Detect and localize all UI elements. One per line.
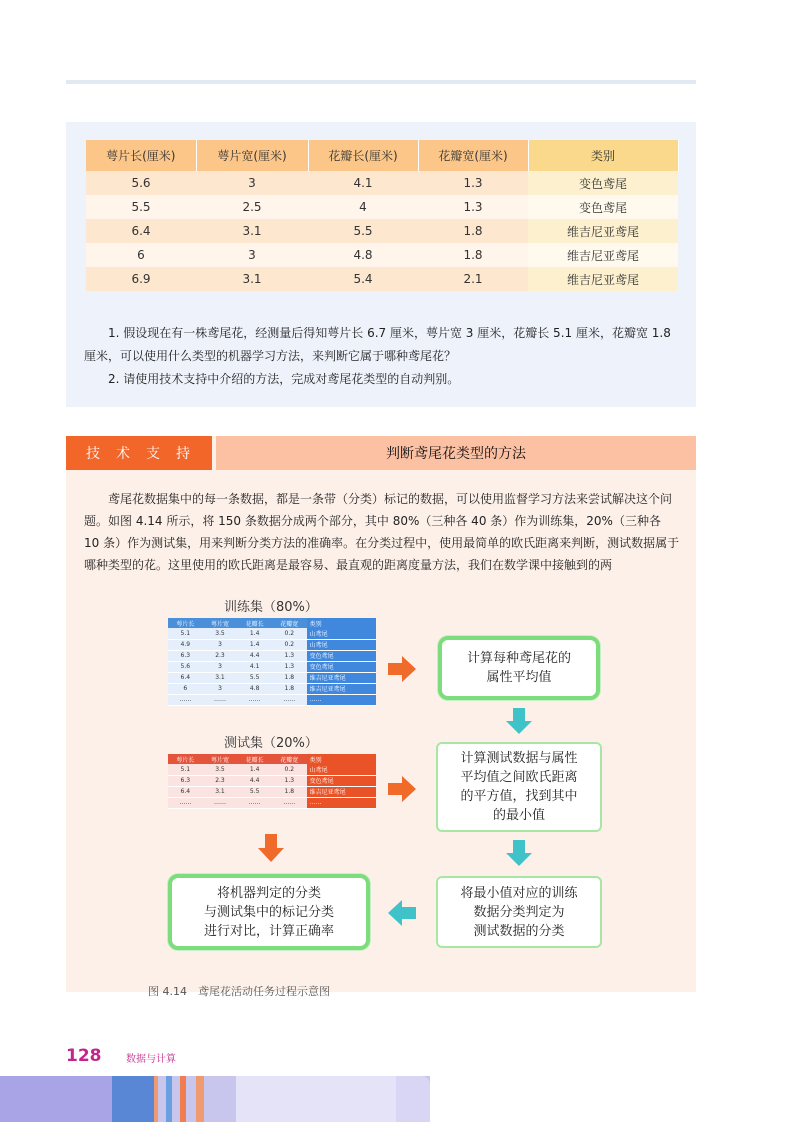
table-cell: 维吉尼亚鸢尾 [307, 786, 376, 797]
table-row [86, 267, 678, 291]
table-header-row [86, 140, 678, 171]
mini-header: 萼片长 [168, 754, 203, 764]
footer-book-title: 数据与计算 [126, 1054, 176, 1065]
table-row [168, 628, 376, 639]
step-assign-class: 将最小值对应的训练 数据分类判定为 测试数据的分类 [436, 876, 602, 948]
table-cell: 5.1 [168, 628, 203, 639]
step-compute-average: 计算每种鸢尾花的 属性平均值 [438, 636, 600, 700]
mini-header: 萼片长 [168, 618, 203, 628]
table-cell: 2.1 [418, 267, 528, 291]
table-cell: 5.5 [237, 786, 272, 797]
test-header-row [168, 754, 376, 764]
top-rule [66, 80, 696, 84]
table-cell: 维吉尼亚鸢尾 [307, 672, 376, 683]
table-cell: 0.2 [272, 639, 307, 650]
table-row [168, 639, 376, 650]
table-cell: 4.8 [308, 243, 418, 267]
table-cell: …… [307, 797, 376, 808]
table-cell: …… [168, 797, 203, 808]
table-row [86, 243, 678, 267]
mini-header: 花瓣宽 [272, 754, 307, 764]
table-row [168, 764, 376, 775]
table-cell: 维吉尼亚鸢尾 [528, 267, 678, 291]
step-compare-accuracy: 将机器判定的分类 与测试集中的标记分类 进行对比，计算正确率 [168, 874, 370, 950]
table-cell: 维吉尼亚鸢尾 [528, 219, 678, 243]
table-cell: 1.4 [237, 639, 272, 650]
mini-header: 花瓣长 [237, 754, 272, 764]
table-cell: 5.1 [168, 764, 203, 775]
mini-header: 萼片宽 [203, 618, 238, 628]
table-cell: 变色鸢尾 [307, 650, 376, 661]
table-cell: 5.5 [237, 672, 272, 683]
table-cell: 3 [196, 171, 308, 195]
arrow-right-icon [388, 656, 416, 682]
test-set-table [168, 754, 376, 809]
table-cell: 6.4 [168, 786, 203, 797]
table-cell: 3 [203, 639, 238, 650]
table-cell: 4.4 [237, 775, 272, 786]
table-cell: 2.3 [203, 650, 238, 661]
question-2: 2. 请使用技术支持中介绍的方法，完成对鸢尾花类型的自动判别。 [108, 372, 460, 386]
activity-box [66, 122, 696, 407]
footer-decoration [0, 1076, 800, 1122]
mini-header: 类别 [307, 618, 376, 628]
table-cell: 5.5 [86, 195, 196, 219]
test-set-title: 测试集（20%） [224, 736, 318, 751]
iris-data-table [86, 140, 679, 291]
table-row [86, 219, 678, 243]
table-cell: 3.1 [203, 672, 238, 683]
table-cell: 6.3 [168, 775, 203, 786]
table-cell: 1.3 [418, 171, 528, 195]
step-compute-distance: 计算测试数据与属性 平均值之间欧氏距离 的平方值，找到其中 的最小值 [436, 742, 602, 832]
table-cell: 0.2 [272, 764, 307, 775]
table-cell: …… [168, 694, 203, 705]
table-cell: 维吉尼亚鸢尾 [528, 243, 678, 267]
table-cell: 1.8 [272, 683, 307, 694]
table-cell: 6.3 [168, 650, 203, 661]
table-cell: 变色鸢尾 [307, 775, 376, 786]
table-cell: 4.9 [168, 639, 203, 650]
table-cell: 5.6 [86, 171, 196, 195]
table-cell: 3 [196, 243, 308, 267]
table-cell: 1.8 [418, 219, 528, 243]
process-diagram [82, 590, 682, 998]
table-cell: 3 [203, 683, 238, 694]
table-cell: …… [272, 797, 307, 808]
table-cell: 2.3 [203, 775, 238, 786]
table-cell: 山鸢尾 [307, 628, 376, 639]
table-row [86, 171, 678, 195]
table-cell: 3.1 [203, 786, 238, 797]
table-cell: 4 [308, 195, 418, 219]
table-cell: 1.3 [418, 195, 528, 219]
table-cell: 山鸢尾 [307, 639, 376, 650]
header-sepal-length: 萼片长(厘米) [86, 140, 196, 171]
table-row [168, 694, 376, 705]
table-cell: 3.1 [196, 267, 308, 291]
table-cell: 1.8 [418, 243, 528, 267]
mini-header: 花瓣宽 [272, 618, 307, 628]
mini-header: 萼片宽 [203, 754, 238, 764]
table-cell: 3.1 [196, 219, 308, 243]
table-cell: 山鸢尾 [307, 764, 376, 775]
header-petal-width: 花瓣宽(厘米) [418, 140, 528, 171]
table-cell: 1.4 [237, 764, 272, 775]
question-1: 1. 假设现在有一株鸢尾花，经测量后得知萼片长 6.7 厘米，萼片宽 3 厘米，花瓣长 5.1 厘米，花瓣宽 1.8 厘米，可以使用什么类型的机器学习方法，来判断它属于哪种鸢尾花？ [84, 326, 671, 363]
arrow-down-icon [506, 840, 532, 866]
table-cell: 4.1 [308, 171, 418, 195]
table-cell: …… [237, 797, 272, 808]
table-cell: …… [203, 797, 238, 808]
tech-support-tag: 技术支持 [66, 436, 212, 470]
arrow-down-icon [506, 708, 532, 734]
table-cell: 变色鸢尾 [307, 661, 376, 672]
table-cell: 5.5 [308, 219, 418, 243]
table-cell: 6.4 [86, 219, 196, 243]
table-row [168, 672, 376, 683]
train-header-row [168, 618, 376, 628]
tech-support-paragraph: 鸢尾花数据集中的每一条数据，都是一条带（分类）标记的数据，可以使用监督学习方法来尝试解决这个问题。如图 4.14 所示，将 150 条数据分成两个部分，其中 80%（三种各 40 条）作为训练集，20%（三种各 10 条）作为测试集，用来判断分类方法的准确率。在分类过程中，使用最简单的欧氏距离来判断，测试数据属于哪种类型的花。这里使用的欧氏距离是最容易、最直观的距离度量方法，我们在数学课中接触到的两 [84, 492, 680, 572]
table-cell: 1.8 [272, 786, 307, 797]
tech-support-title: 判断鸢尾花类型的方法 [216, 436, 696, 470]
table-row [168, 797, 376, 808]
table-row [168, 683, 376, 694]
table-cell: 6 [168, 683, 203, 694]
table-cell: 5.4 [308, 267, 418, 291]
table-cell: 1.3 [272, 650, 307, 661]
table-cell: 3.5 [203, 628, 238, 639]
table-cell: 1.4 [237, 628, 272, 639]
figure-caption: 图 4.14 鸢尾花活动任务过程示意图 [148, 985, 330, 998]
mini-header: 花瓣长 [237, 618, 272, 628]
table-cell: 2.5 [196, 195, 308, 219]
page-number: 128 [66, 1046, 102, 1066]
table-cell: 维吉尼亚鸢尾 [307, 683, 376, 694]
table-cell: 1.3 [272, 775, 307, 786]
arrow-left-icon [388, 900, 416, 926]
mini-header: 类别 [307, 754, 376, 764]
table-cell: …… [272, 694, 307, 705]
table-cell: 4.8 [237, 683, 272, 694]
table-row [86, 195, 678, 219]
table-cell: 5.6 [168, 661, 203, 672]
table-cell: 3 [203, 661, 238, 672]
table-cell: …… [237, 694, 272, 705]
arrow-right-icon [388, 776, 416, 802]
table-cell: …… [307, 694, 376, 705]
header-petal-length: 花瓣长(厘米) [308, 140, 418, 171]
table-row [168, 775, 376, 786]
header-sepal-width: 萼片宽(厘米) [196, 140, 308, 171]
header-category: 类别 [528, 140, 678, 171]
table-row [168, 661, 376, 672]
table-cell: 6.4 [168, 672, 203, 683]
train-set-table [168, 618, 376, 706]
table-cell: 3.5 [203, 764, 238, 775]
table-cell: 4.1 [237, 661, 272, 672]
table-cell: …… [203, 694, 238, 705]
table-cell: 6 [86, 243, 196, 267]
table-cell: 4.4 [237, 650, 272, 661]
table-cell: 6.9 [86, 267, 196, 291]
table-row [168, 786, 376, 797]
train-set-title: 训练集（80%） [224, 600, 318, 615]
table-cell: 0.2 [272, 628, 307, 639]
table-cell: 变色鸢尾 [528, 171, 678, 195]
question-list [84, 322, 684, 391]
arrow-down-icon [258, 834, 284, 862]
table-cell: 变色鸢尾 [528, 195, 678, 219]
table-row [168, 650, 376, 661]
table-cell: 1.8 [272, 672, 307, 683]
table-cell: 1.3 [272, 661, 307, 672]
